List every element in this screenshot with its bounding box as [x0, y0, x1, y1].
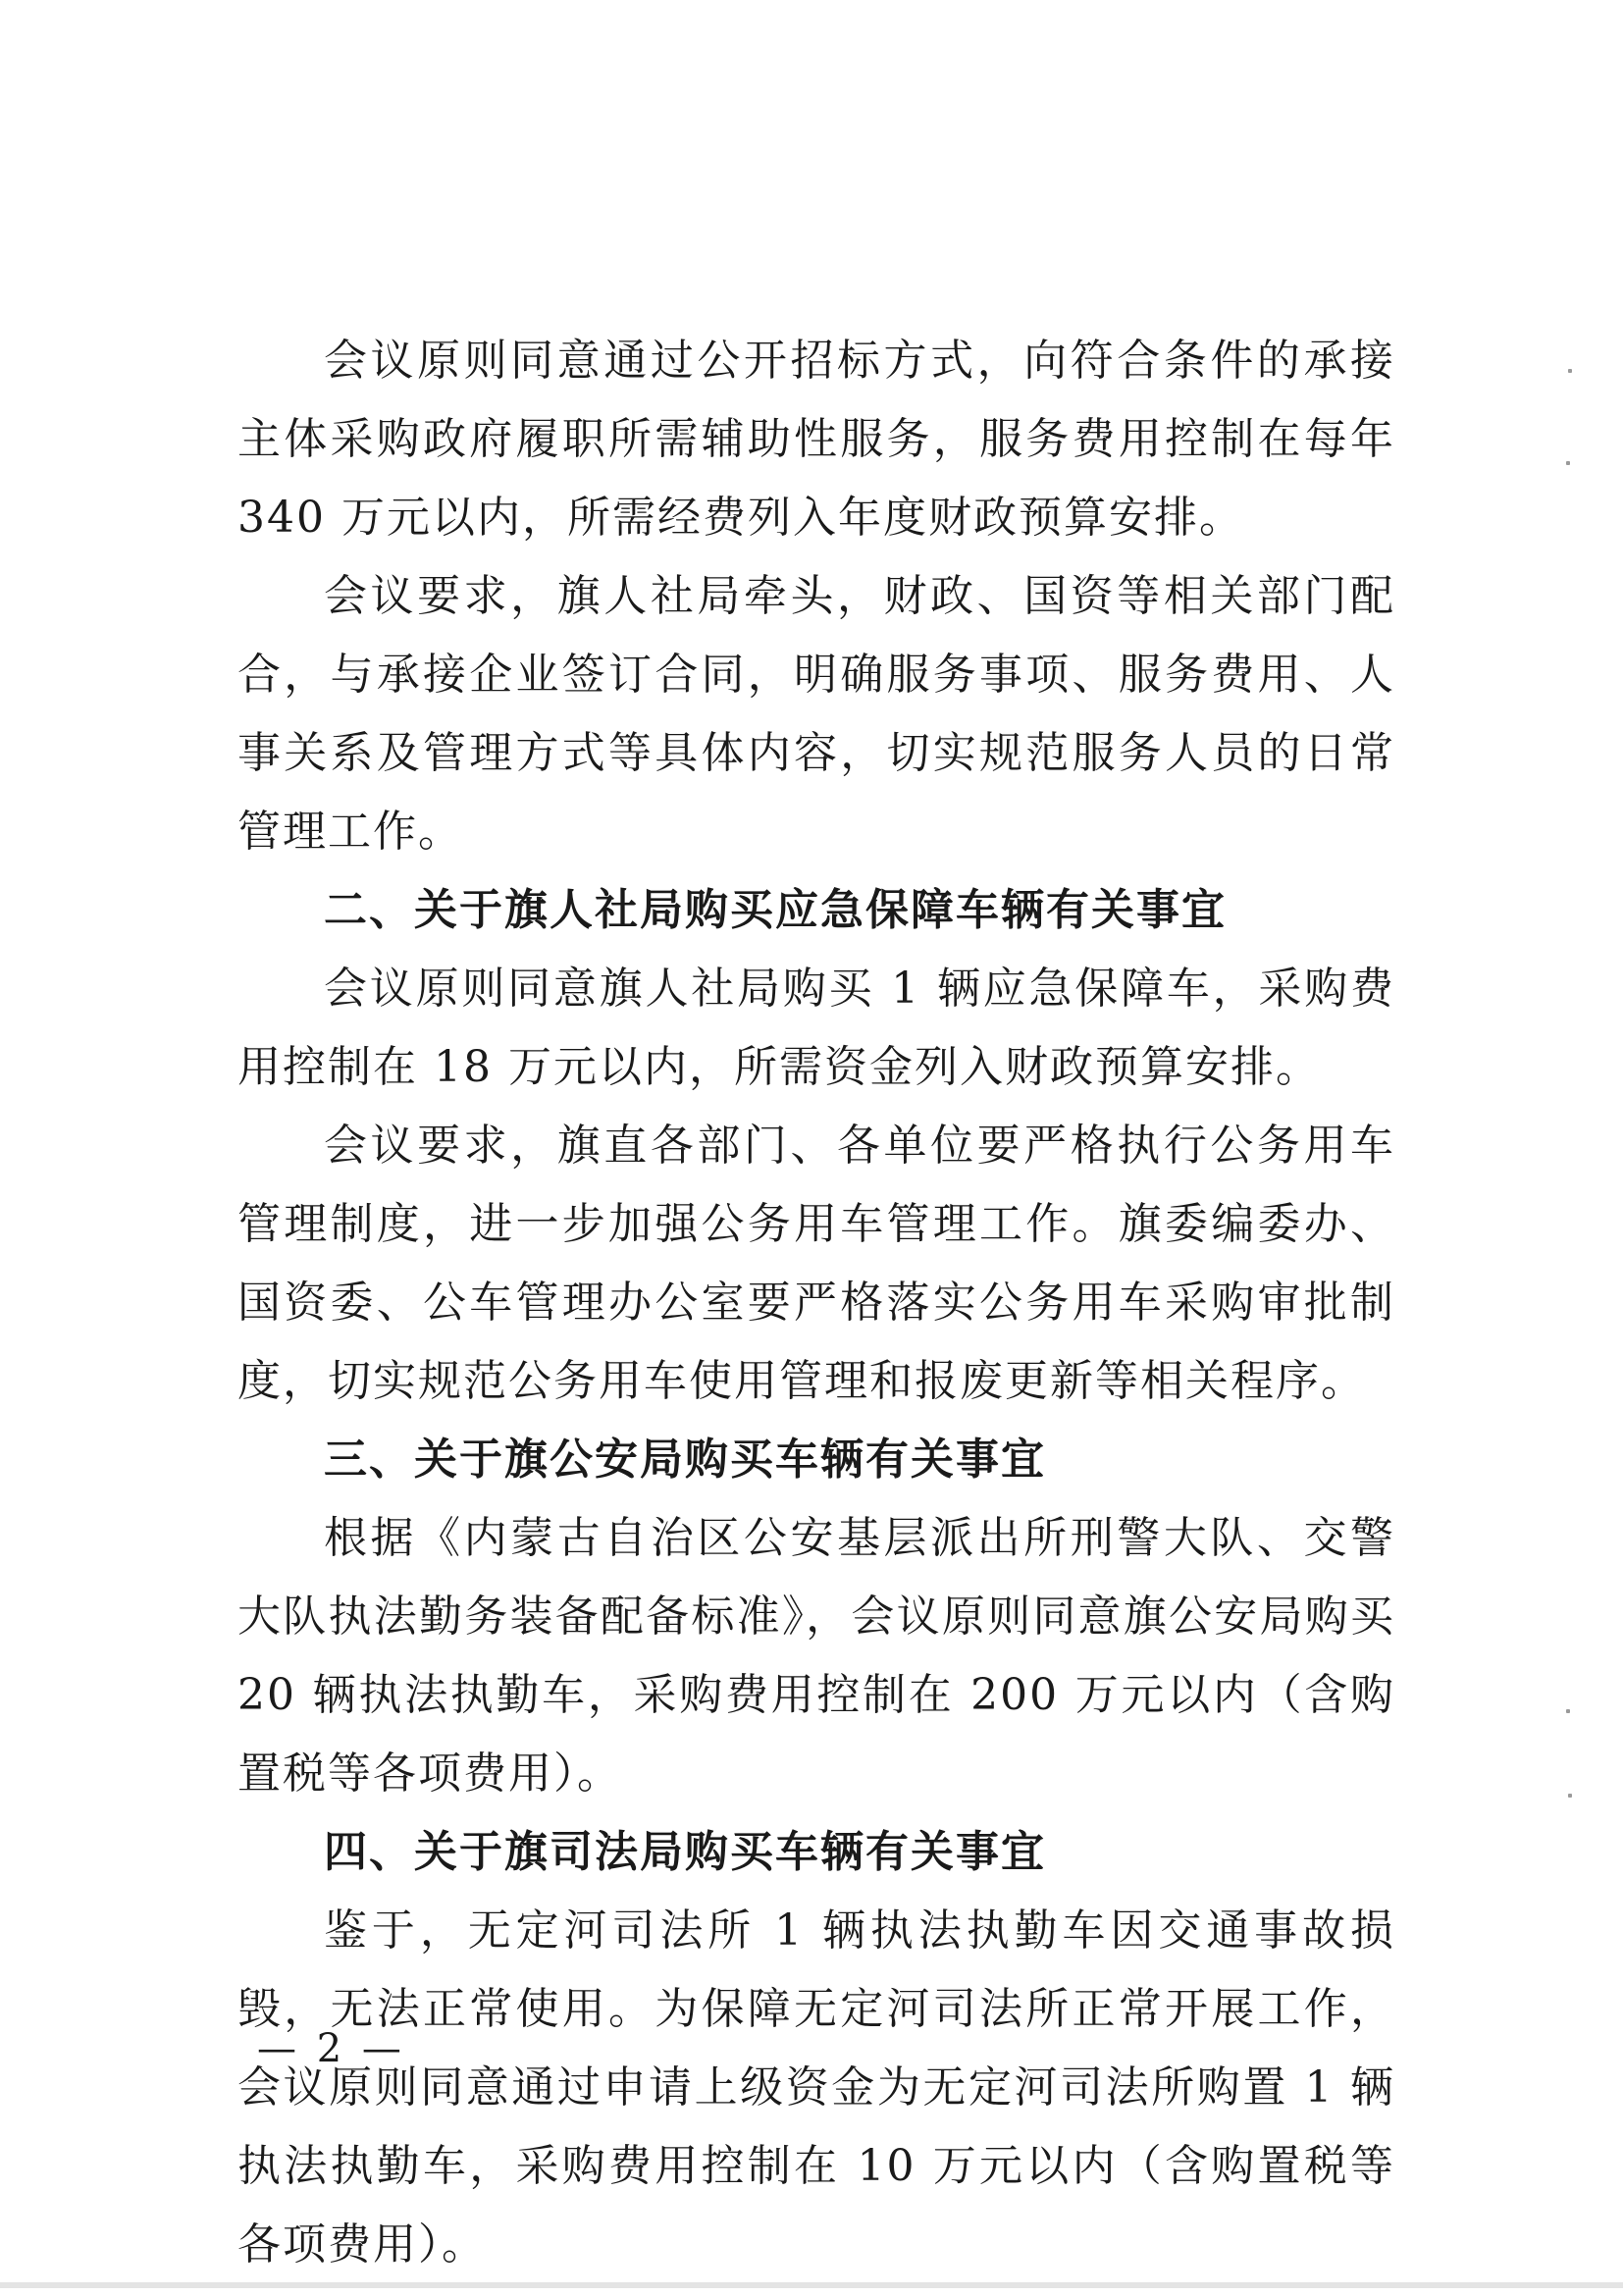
paragraph-justice-vehicle: 鉴于，无定河司法所 1 辆执法执勤车因交通事故损毁，无法正常使用。为保障无定河司法所正常开展工作，会议原则同意通过申请上级资金为无定河司法所购置 1 辆执法执勤车，采购费用控制在 10 万元以内（含购置税等各项费用）。: [237, 1905, 1395, 2270]
scan-speck: [1568, 1794, 1572, 1798]
section-heading-2: 二、关于旗人社局购买应急保障车辆有关事宜: [324, 885, 1227, 935]
scan-speck: [1566, 461, 1570, 465]
section-heading-4: 四、关于旗司法局购买车辆有关事宜: [324, 1827, 1046, 1877]
paragraph-service-requirements: 会议要求，旗人社局牵头，财政、国资等相关部门配合，与承接企业签订合同，明确服务事项、服务费用、人事关系及管理方式等具体内容，切实规范服务人员的日常管理工作。: [237, 571, 1395, 857]
scan-speck: [1566, 1709, 1570, 1713]
page-number: — 2 —: [257, 2026, 405, 2071]
paragraph-vehicle-management: 会议要求，旗直各部门、各单位要严格执行公务用车管理制度，进一步加强公务用车管理工作。旗委编委办、国资委、公车管理办公室要严格落实公务用车采购审批制度，切实规范公务用车使用管理和报废更新等相关程序。: [237, 1121, 1395, 1406]
paragraph-police-vehicles: 根据《内蒙古自治区公安基层派出所刑警大队、交警大队执法勤务装备配备标准》，会议原则同意旗公安局购买 20 辆执法执勤车，采购费用控制在 200 万元以内（含购置税等各项费用）。: [237, 1513, 1395, 1799]
section-heading-3: 三、关于旗公安局购买车辆有关事宜: [324, 1435, 1046, 1485]
paragraph-emergency-vehicle: 会议原则同意旗人社局购买 1 辆应急保障车，采购费用控制在 18 万元以内，所需资金列入财政预算安排。: [237, 964, 1395, 1092]
scan-bottom-edge: [0, 2282, 1623, 2288]
paragraph-service-procurement: 会议原则同意通过公开招标方式，向符合条件的承接主体采购政府履职所需辅助性服务，服务费用控制在每年 340 万元以内，所需经费列入年度财政预算安排。: [237, 336, 1395, 543]
document-body: [237, 322, 1395, 2284]
scan-speck: [1568, 369, 1572, 373]
